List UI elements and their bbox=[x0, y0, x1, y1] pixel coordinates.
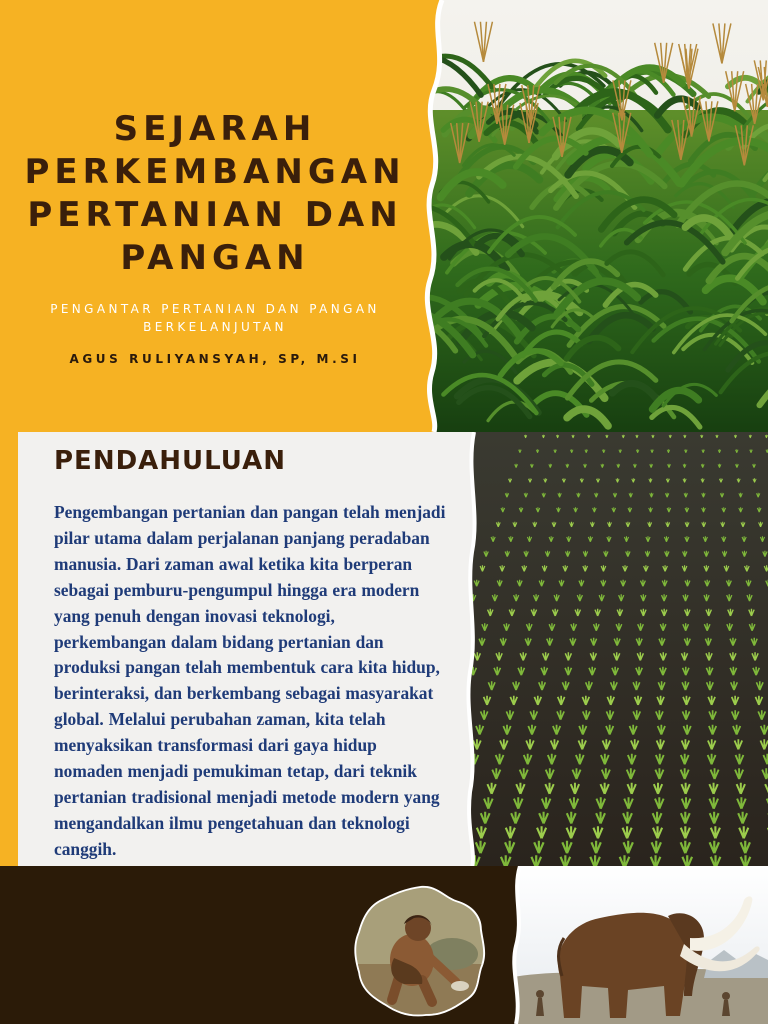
slide-subtitle bbox=[20, 300, 410, 336]
title-line-3: PERTANIAN DAN bbox=[27, 195, 403, 235]
section-heading: PENDAHULUAN bbox=[54, 446, 286, 476]
title-line-1: SEJARAH bbox=[113, 109, 317, 149]
corn-field-photo bbox=[420, 0, 768, 432]
seedling-field-photo bbox=[466, 432, 768, 868]
title-line-4: PANGAN bbox=[120, 238, 310, 278]
introduction-slide bbox=[0, 432, 768, 868]
title-line-2: PERKEMBANGAN bbox=[24, 152, 406, 192]
accent-bar bbox=[0, 432, 18, 868]
author-name: AGUS RULIYANSYAH, SP, M.SI bbox=[69, 352, 361, 366]
title-slide bbox=[0, 0, 768, 432]
slide-title bbox=[20, 108, 410, 280]
caveman-illustration bbox=[352, 884, 488, 1018]
mammoth-illustration bbox=[508, 866, 768, 1024]
history-slide-preview bbox=[0, 866, 768, 1024]
intro-paragraph: Pengembangan pertanian dan pangan telah menjadi pilar utama dalam perjalanan panjang peradaban manusia. Dari zaman awal ketika kita berperan sebagai pemburu-pengumpul hingga era modern yang penuh dengan inovasi teknologi, perkembangan dalam bidang pertanian dan produksi pangan telah membentuk cara kita hidup, berinteraksi, dan berkembang sebagai masyarakat global. Melalui perubahan zaman, kita telah menyaksikan transformasi dari gaya hidup nomaden menjadi pemukiman tetap, dari teknik pertanian tradisional menjadi metode modern yang mengandalkan ilmu pengetahuan dan teknologi canggih. bbox=[54, 502, 446, 859]
title-block bbox=[20, 108, 410, 366]
subtitle-line-1: PENGANTAR PERTANIAN DAN PANGAN bbox=[50, 302, 380, 316]
subtitle-line-2: BERKELANJUTAN bbox=[143, 320, 287, 334]
